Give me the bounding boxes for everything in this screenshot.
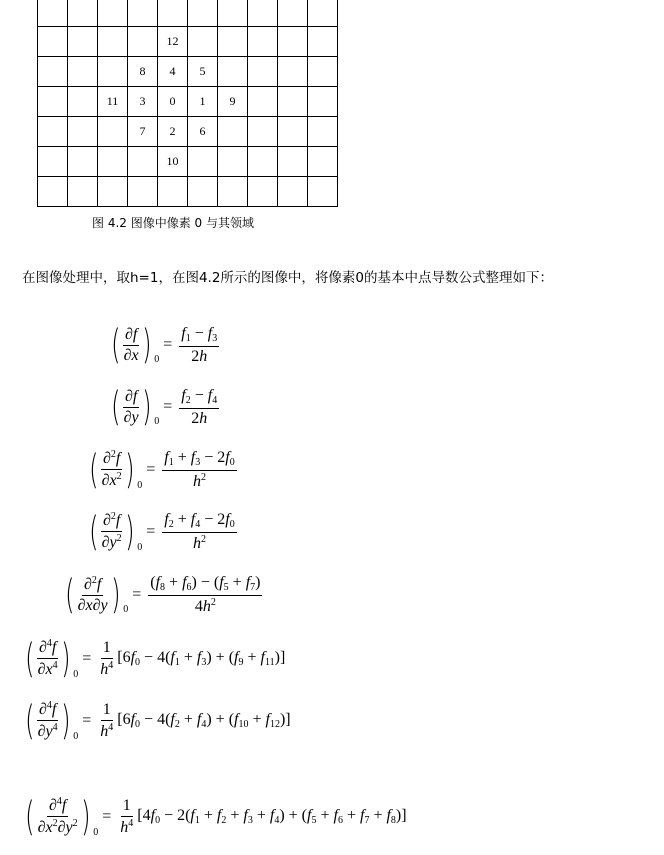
grid-cell	[278, 57, 308, 87]
pixel-cell-2: 2	[158, 117, 188, 147]
coefficient-fraction: $\frac{1}{h^4}$	[120, 796, 134, 836]
grid-cell	[68, 27, 98, 57]
pixel-cell-3: 3	[128, 87, 158, 117]
pixel-cell-0: 0	[158, 87, 188, 117]
grid-cell	[128, 177, 158, 207]
grid-cell	[38, 27, 68, 57]
grid-cell	[218, 57, 248, 87]
grid-cell	[128, 0, 158, 27]
grid-cell	[68, 0, 98, 27]
grid-cell	[98, 147, 128, 177]
grid-cell	[68, 57, 98, 87]
grid-cell	[248, 177, 278, 207]
grid-cell	[98, 117, 128, 147]
rhs-fraction: $\frac{f_2 - f_4}{2h}$	[181, 387, 218, 427]
grid-cell	[308, 87, 338, 117]
grid-cell	[188, 147, 218, 177]
grid-cell	[248, 27, 278, 57]
grid-cell	[158, 177, 188, 207]
grid-cell	[218, 177, 248, 207]
grid-cell	[68, 117, 98, 147]
equation-d2f-dx2: ( $\frac{\partial^2f}{\partial x^2}$ ) 0 = $\frac{f_1 + f_3 - 2f_0}{h^2}$	[89, 446, 235, 493]
figure-caption: 图 4.2 图像中像素 0 与其领域	[92, 216, 254, 230]
grid-cell	[38, 177, 68, 207]
intro-paragraph: 在图像处理中，取h=1，在图4.2所示的图像中，将像素0的基本中点导数公式整理如下：	[22, 270, 554, 286]
grid-cell	[188, 27, 218, 57]
grid-cell	[308, 117, 338, 147]
grid-cell	[218, 0, 248, 27]
grid-cell	[38, 87, 68, 117]
grid-row	[38, 27, 338, 57]
rhs-fraction: $\frac{(f_8 + f_6) - (f_5 + f_7)}{4h^2}$	[150, 574, 261, 615]
pixel-cell-12: 12	[158, 27, 188, 57]
grid-cell	[278, 27, 308, 57]
coefficient-fraction: $\frac{1}{h^4}$	[100, 700, 114, 740]
grid-cell	[248, 57, 278, 87]
grid-cell	[68, 87, 98, 117]
grid-cell	[38, 0, 68, 27]
equation-d2f-dy2: ( $\frac{\partial^2f}{\partial y^2}$ ) 0 = $\frac{f_2 + f_4 - 2f_0}{h^2}$	[89, 508, 235, 555]
grid-cell	[308, 177, 338, 207]
grid-cell	[278, 147, 308, 177]
rhs-fraction: $\frac{f_2 + f_4 - 2f_0}{h^2}$	[164, 511, 235, 552]
grid-cell	[308, 57, 338, 87]
grid-cell	[248, 147, 278, 177]
pixel-cell-7: 7	[128, 117, 158, 147]
equation-d2f-dxdy: ( $\frac{\partial^2f}{\partial x\partial y}$ ) 0 = $\frac{(f_8 + f_6) - (f_5 + f_7)}{4h^2}$	[65, 571, 261, 618]
pixel-cell-5: 5	[188, 57, 218, 87]
grid-cell	[68, 177, 98, 207]
grid-cell	[218, 27, 248, 57]
grid-row	[38, 117, 338, 147]
grid-cell	[158, 0, 188, 27]
grid-cell	[308, 0, 338, 27]
grid-cell	[38, 57, 68, 87]
grid-row	[38, 87, 338, 117]
grid-cell	[278, 117, 308, 147]
grid-cell	[278, 0, 308, 27]
pixel-cell-8: 8	[128, 57, 158, 87]
grid-cell	[218, 147, 248, 177]
equation-df-dy: ( $\frac{\partial f}{\partial y}$ ) 0 = $\frac{f_2 - f_4}{2h}$	[111, 384, 218, 431]
grid-cell	[188, 0, 218, 27]
grid-cell	[218, 117, 248, 147]
grid-cell	[68, 147, 98, 177]
equation-d4f-dx4: ( $\frac{\partial^4f}{\partial x^4}$ ) 0 = $\frac{1}{h^4}$ $[6f_0 - 4(f_1 + f_3) + (f_9 + f_{11})]$	[25, 635, 286, 682]
grid-cell	[38, 147, 68, 177]
grid-cell	[248, 117, 278, 147]
grid-cell	[248, 0, 278, 27]
pixel-cell-9: 9	[218, 87, 248, 117]
grid-row	[38, 0, 338, 27]
grid-cell	[98, 177, 128, 207]
pixel-cell-6: 6	[188, 117, 218, 147]
grid-cell	[38, 117, 68, 147]
grid-cell	[98, 0, 128, 27]
pixel-cell-1: 1	[188, 87, 218, 117]
grid-row	[38, 177, 338, 207]
lhs-fraction: $\frac{\partial f}{\partial x}$	[123, 325, 139, 364]
grid-cell	[308, 147, 338, 177]
grid-cell	[98, 27, 128, 57]
grid-cell	[98, 57, 128, 87]
coefficient-fraction: $\frac{1}{h^4}$	[100, 638, 114, 678]
grid-cell	[248, 87, 278, 117]
rhs-fraction: $\frac{f_1 - f_3}{2h}$	[181, 325, 218, 365]
pixel-cell-10: 10	[158, 147, 188, 177]
equation-d4f-dx2dy2: ( $\frac{\partial^4f}{\partial x^2\partial y^2}$ ) 0 = $\frac{1}{h^4}$ $[4f_0 - 2(f_1 + f_2 + f_3 + f_4) + (f_5 + f_6 + f_7 + f_8)]$	[25, 793, 407, 840]
rhs-fraction: $\frac{f_1 + f_3 - 2f_0}{h^2}$	[164, 449, 235, 490]
pixel-neighborhood-grid	[37, 0, 338, 207]
grid-cell	[188, 177, 218, 207]
grid-cell	[308, 27, 338, 57]
equation-df-dx: ( $\frac{\partial f}{\partial x}$ ) 0 = $\frac{f_1 - f_3}{2h}$	[111, 322, 218, 369]
grid-cell	[128, 147, 158, 177]
grid-cell	[278, 87, 308, 117]
pixel-cell-4: 4	[158, 57, 188, 87]
equation-d4f-dy4: ( $\frac{\partial^4f}{\partial y^4}$ ) 0 = $\frac{1}{h^4}$ $[6f_0 - 4(f_2 + f_4) + (f_{10} + f_{12})]$	[25, 697, 291, 744]
grid-cell	[278, 177, 308, 207]
pixel-cell-11: 11	[98, 87, 128, 117]
grid-cell	[128, 27, 158, 57]
grid-row	[38, 147, 338, 177]
grid-row	[38, 57, 338, 87]
